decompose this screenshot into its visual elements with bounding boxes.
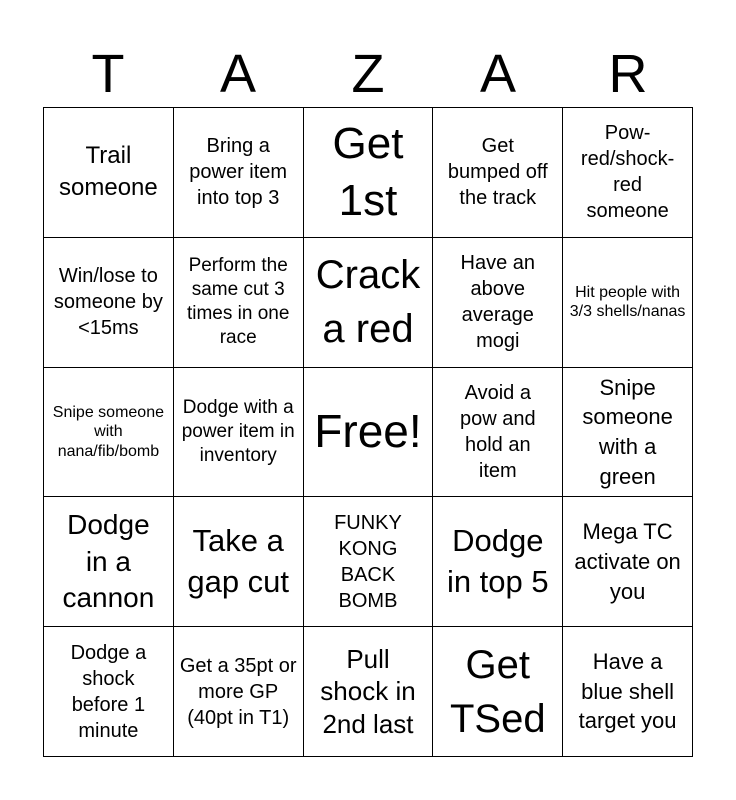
header-letter: A [479, 44, 517, 104]
bingo-cell[interactable] [563, 497, 693, 627]
cell-text: FUNKY KONG BACK BOMB [334, 511, 402, 612]
cell-text: Win/lose to someone by <15ms [53, 265, 163, 340]
cell-text: Free! [314, 405, 422, 458]
header-letter: Z [351, 44, 385, 104]
bingo-cell[interactable] [44, 368, 174, 498]
cell-text: Get TSed [449, 642, 546, 741]
bingo-cell[interactable] [44, 627, 174, 757]
cell-text: Have an above average mogi [460, 252, 536, 353]
cell-text: Perform the same cut 3 times in one race [186, 254, 290, 349]
bingo-cell[interactable] [174, 497, 304, 627]
cell-text: Mega TC activate on you [574, 519, 681, 604]
cell-text: Snipe someone with nana/fib/bomb [52, 404, 164, 460]
bingo-cell[interactable] [304, 497, 434, 627]
bingo-cell[interactable] [174, 627, 304, 757]
bingo-board [43, 107, 693, 757]
bingo-cell[interactable] [433, 368, 563, 498]
bingo-cell[interactable] [433, 627, 563, 757]
cell-text: Pow-red/shock-red someone [580, 122, 675, 223]
bingo-cell[interactable] [304, 238, 434, 368]
bingo-cell[interactable] [44, 497, 174, 627]
bingo-cell[interactable] [174, 238, 304, 368]
bingo-cell[interactable] [304, 627, 434, 757]
cell-text: Dodge a shock before 1 minute [70, 641, 147, 742]
bingo-cell[interactable] [563, 368, 693, 498]
cell-text: Dodge with a power item in inventory [181, 396, 295, 467]
cell-text: Pull shock in 2nd last [320, 643, 416, 739]
cell-text: Have a blue shell target you [578, 649, 677, 734]
bingo-cell[interactable] [563, 108, 693, 238]
cell-text: Take a gap cut [187, 523, 290, 599]
cell-text: Trail someone [59, 142, 158, 202]
bingo-cell[interactable] [304, 108, 434, 238]
cell-text: Avoid a pow and hold an item [459, 381, 536, 482]
cell-text: Get 1st [332, 119, 404, 226]
cell-text: Snipe someone with a green [582, 374, 673, 489]
cell-text: Get a 35pt or more GP (40pt in T1) [179, 654, 297, 729]
cell-text: Get bumped off the track [447, 135, 548, 210]
header-letter: A [219, 44, 257, 104]
bingo-cell[interactable] [44, 108, 174, 238]
bingo-cell[interactable] [174, 368, 304, 498]
header-letter: T [91, 44, 125, 104]
bingo-cell[interactable] [563, 238, 693, 368]
bingo-cell[interactable] [174, 108, 304, 238]
bingo-cell[interactable] [563, 627, 693, 757]
cell-text: Dodge in a cannon [62, 509, 155, 613]
cell-text: Bring a power item into top 3 [189, 135, 288, 210]
bingo-cell[interactable] [44, 238, 174, 368]
bingo-cell[interactable] [433, 238, 563, 368]
header-letter: R [608, 44, 648, 104]
bingo-cell[interactable] [433, 108, 563, 238]
cell-text: Dodge in top 5 [446, 523, 549, 599]
cell-text: Hit people with 3/3 shells/nanas [569, 284, 686, 321]
bingo-cell[interactable] [433, 497, 563, 627]
cell-text: Crack a red [315, 253, 421, 352]
bingo-header [43, 40, 693, 108]
bingo-cell[interactable] [304, 368, 434, 498]
